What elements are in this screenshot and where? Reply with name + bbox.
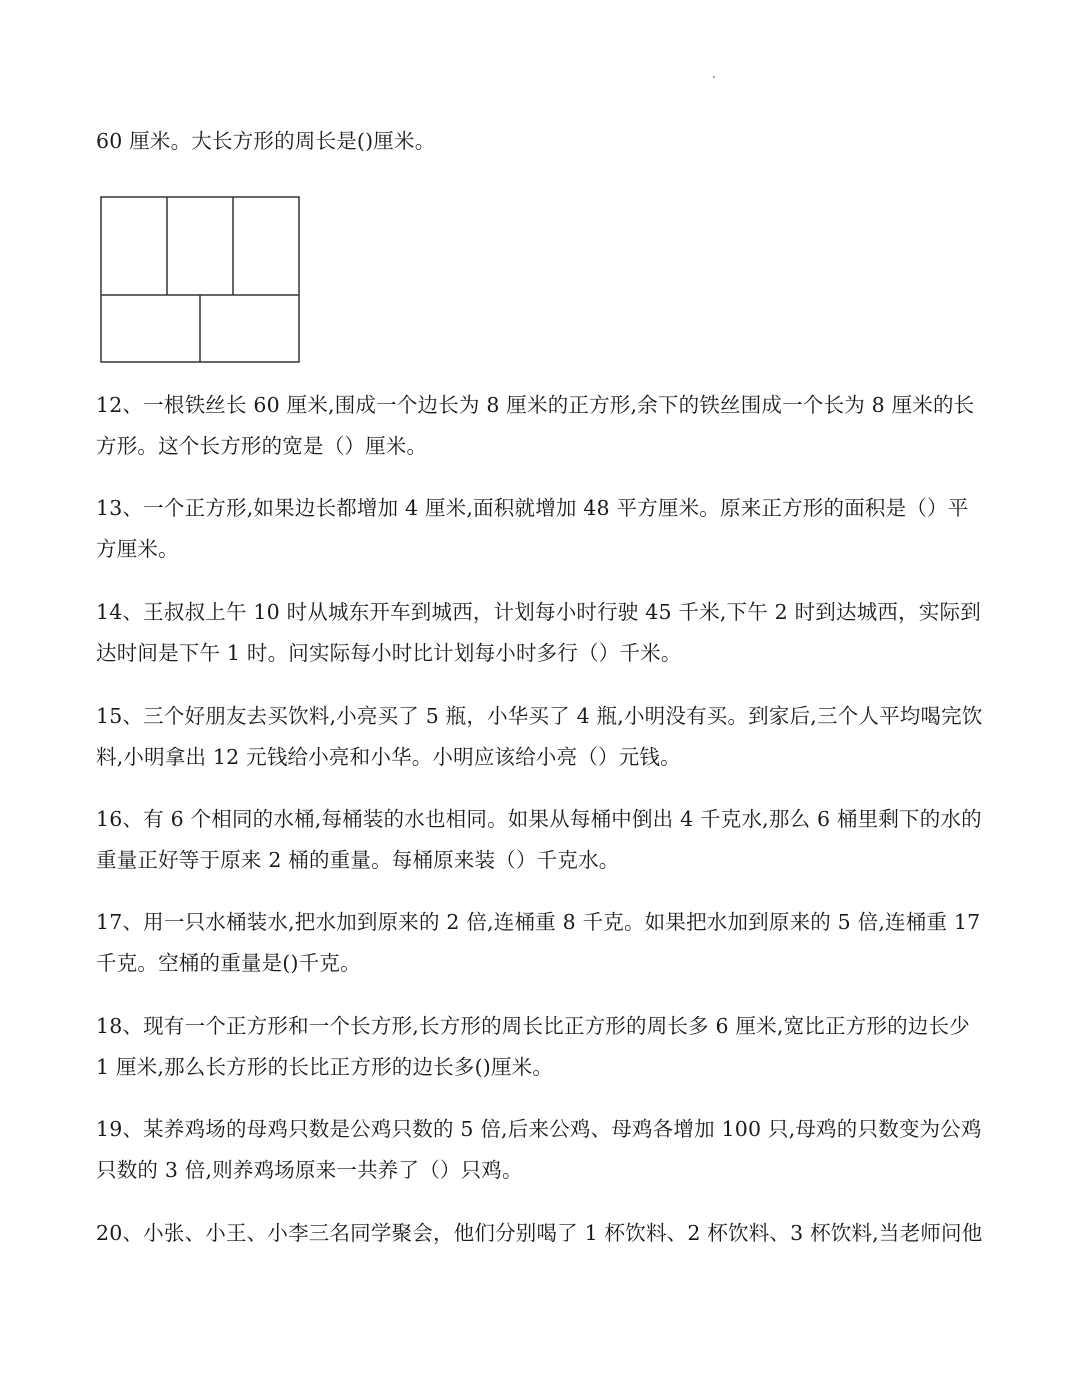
question-17-line-1: 17、用一只水桶装水,把水加到原来的 2 倍,连桶重 8 千克。如果把水加到原来的 5 倍,连桶重 17: [96, 910, 981, 934]
question-16-line-2: 重量正好等于原来 2 桶的重量。每桶原来装（）千克水。: [96, 848, 620, 872]
question-13-line-1: 13、一个正方形,如果边长都增加 4 厘米,面积就增加 48 平方厘米。原来正方形的面积是（）平: [96, 496, 969, 520]
question-20-line-1: 20、小张、小王、小李三名同学聚会，他们分别喝了 1 杯饮料、2 杯饮料、3 杯饮料,当老师问他: [96, 1221, 983, 1245]
question-12-line-1: 12、一根铁丝长 60 厘米,围成一个边长为 8 厘米的正方形,余下的铁丝围成一个长为 8 厘米的长: [96, 393, 975, 417]
question-11-continuation: 60 厘米。大长方形的周长是()厘米。: [96, 129, 436, 153]
question-19-line-1: 19、某养鸡场的母鸡只数是公鸡只数的 5 倍,后来公鸡、母鸡各增加 100 只,母鸡的只数变为公鸡: [96, 1117, 982, 1141]
question-14-line-1: 14、王叔叔上午 10 时从城东开车到城西，计划每小时行驶 45 千米,下午 2 时到达城西，实际到: [96, 600, 981, 624]
scan-speck: [713, 76, 715, 78]
question-18-line-2: 1 厘米,那么长方形的长比正方形的边长多()厘米。: [96, 1055, 554, 1079]
question-12-line-2: 方形。这个长方形的宽是（）厘米。: [96, 434, 428, 458]
question-15-line-2: 料,小明拿出 12 元钱给小亮和小华。小明应该给小亮（）元钱。: [96, 745, 681, 769]
rectangle-diagram: [100, 196, 300, 363]
question-19-line-2: 只数的 3 倍,则养鸡场原来一共养了（）只鸡。: [96, 1158, 523, 1182]
question-18-line-1: 18、现有一个正方形和一个长方形,长方形的周长比正方形的周长多 6 厘米,宽比正方形的边长少: [96, 1014, 970, 1038]
question-14-line-2: 达时间是下午 1 时。问实际每小时比计划每小时多行（）千米。: [96, 641, 682, 665]
question-17-line-2: 千克。空桶的重量是()千克。: [96, 951, 361, 975]
question-15-line-1: 15、三个好朋友去买饮料,小亮买了 5 瓶，小华买了 4 瓶,小明没有买。到家后,三个人平均喝完饮: [96, 704, 983, 728]
question-13-line-2: 方厘米。: [96, 537, 179, 561]
rectangle-diagram-svg: [100, 196, 300, 363]
question-16-line-1: 16、有 6 个相同的水桶,每桶装的水也相同。如果从每桶中倒出 4 千克水,那么 6 桶里剩下的水的: [96, 807, 982, 831]
